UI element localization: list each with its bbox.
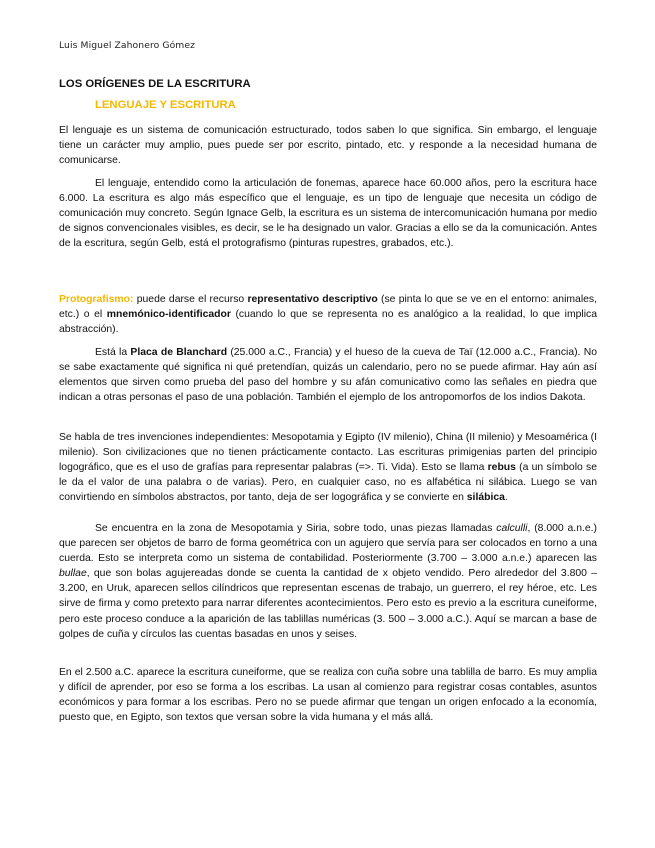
paragraph-7: En el 2.500 a.C. aparece la escritura cuneiforme, que se realiza con cuña sobre una tablilla de barro. Es muy amplia y difícil de aprender, por eso se forma a los escribas. La usan al comienzo para registrar cosas contables, asuntos económicos y para formar a los escribas. Pero no se puede afirmar que tengan un origen enfocado a la economía, puesto que, en Egipto, son textos que versan sobre la vida humana y el más allá. — [59, 667, 597, 724]
section-subtitle: LENGUAJE Y ESCRITURA — [95, 99, 236, 111]
author-header: Luis Miguel Zahonero Gómez — [59, 40, 196, 51]
paragraph-3: Protografismo: puede darse el recurso representativo descriptivo (se pinta lo que se ve en el entorno: animales, etc.) o el mnemónico-identificador (cuando lo que se representa no es analógico a la realidad, lo que implica abstracción). — [59, 294, 597, 336]
paragraph-5: Se habla de tres invenciones independientes: Mesopotamia y Egipto (IV milenio), China (II milenio) y Mesoamérica (I milenio). Son civilizaciones que no tienen prácticamente contacto. Las escrituras primigenias parten del principio logográfico, que es el uso de grafías para representar palabras (=>. Ti. Vida). Esto se llama rebus (a un símbolo se le da el valor de una palabra o de varias). Pero, en cualquier caso, no es alfabética ni silábica. Luego se van convirtiendo en símbolos abstractos, por tanto, deja de ser logográfica y se convierte en silábica. — [59, 432, 597, 504]
term-silabica: silábica — [466, 492, 505, 504]
term-representativo: representativo descriptivo — [247, 294, 378, 305]
term-rebus: rebus — [487, 462, 516, 474]
paragraph-6: Se encuentra en la zona de Mesopotamia y Siria, sobre todo, unas piezas llamadas calculli, (8.000 a.n.e.) que parecen ser objetos de barro de forma geométrica con un agujero que servía para ser colocados en torno a una cuerda. Esto se interpreta como un sistema de contabilidad. Posteriormente (3.700 – 3.000 a.n.e.) aparecen las bullae, que son bolas agujereadas donde se cuenta la cantidad de x objeto vendido. Pero alrededor del 3.800 – 3.200, en Uruk, aparecen sellos cilíndricos que representan escenas de trabajo, un guerrero, el rey héroe, etc. Les sirve de firma y como pretexto para narrar diferentes acontecimientos. Pero esto es previo a la escritura cuneiforme, pero este proceso conduce a la aparición de las tablillas numéricas (3. 500 – 3.000 a.C.). Aquí se marcan a base de golpes de cuña y círculos las cuentas basadas en unos y seises. — [59, 523, 597, 640]
document-title: LOS ORÍGENES DE LA ESCRITURA — [59, 78, 251, 90]
paragraph-1: El lenguaje es un sistema de comunicación estructurado, todos saben lo que significa. Sin embargo, el lenguaje tiene un carácter muy amplio, pues puede ser por escrito, pintado, etc. y responde a la necesidad humana de comunicarse. — [59, 125, 597, 167]
protografismo-label: Protografismo: — [59, 294, 134, 305]
term-calculli: calculli — [496, 523, 528, 534]
term-mnemonico: mnemónico-identificador — [106, 309, 231, 321]
paragraph-4: Está la Placa de Blanchard (25.000 a.C., Francia) y el hueso de la cueva de Taï (12.000 a.C., Francia). No se sabe exactamente qué significa ni qué pretendían, quizás un calendario, pero no se puede afirmar. Hay aún así elementos que sirven como prueba del paso del hombre y su afán comunicativo como las señales en piedra que indican a otras personas el paso de una población. También el ejemplo de los antropomorfos de los indios Dakota. — [59, 347, 597, 404]
term-placa-blanchard: Placa de Blanchard — [130, 347, 228, 358]
paragraph-2: El lenguaje, entendido como la articulación de fonemas, aparece hace 60.000 años, pero la escritura hace 6.000. La escritura es algo más específico que el lenguaje, es un tipo de lenguaje que necesita un código de comunicación muy concreto. Según Ignace Gelb, la escritura es un sistema de intercomunicación humana por medio de signos convencionales visibles, es decir, se le ha designado un valor. Gracias a ello se da la comunicación. Antes de la escritura, según Gelb, está el protografismo (pinturas rupestres, grabados, etc.). — [59, 178, 597, 250]
term-bullae: bullae — [59, 568, 87, 580]
